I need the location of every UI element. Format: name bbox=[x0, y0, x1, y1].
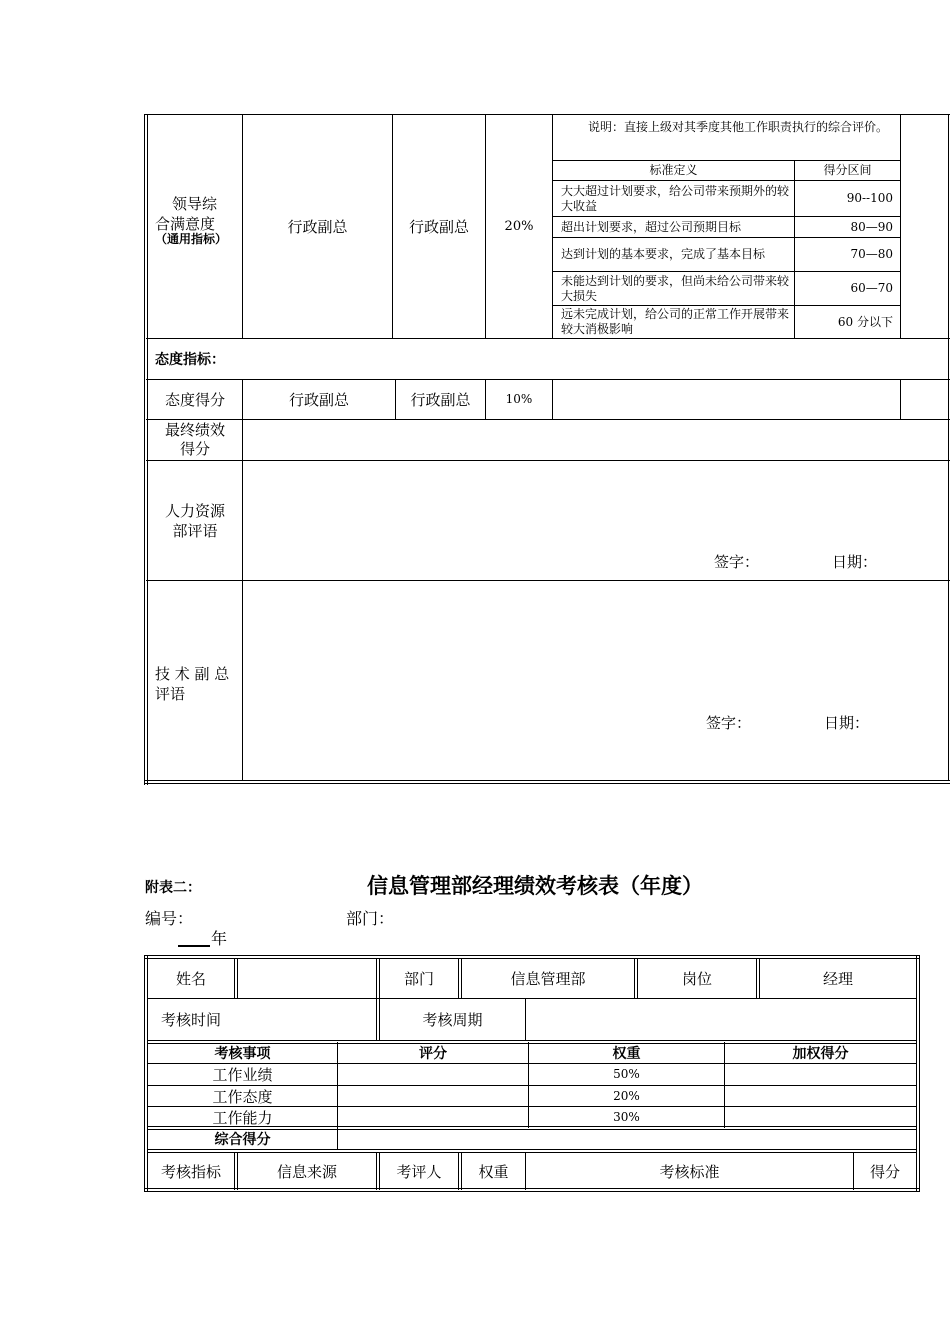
header-rater: 考评人 bbox=[396, 1162, 442, 1181]
criteria-text: 达到计划的基本要求，完成了基本目标 bbox=[561, 247, 766, 261]
summary-weight: 30% bbox=[613, 1109, 640, 1124]
row-divider bbox=[148, 998, 916, 999]
header-source: 信息来源 bbox=[276, 1162, 337, 1181]
tech-sign-label: 签字： bbox=[706, 714, 752, 732]
header-indicator: 考核指标 bbox=[160, 1162, 221, 1181]
department-label: 部门： bbox=[346, 909, 395, 928]
post-value: 经理 bbox=[822, 970, 853, 988]
summary-header-score: 评分 bbox=[419, 1046, 447, 1062]
attitude-source: 行政副总 bbox=[288, 391, 349, 409]
col-divider bbox=[552, 379, 553, 419]
col-divider bbox=[234, 958, 238, 998]
attitude-rater: 行政副总 bbox=[410, 391, 471, 409]
col-divider bbox=[948, 114, 949, 780]
attitude-section-title: 态度指标： bbox=[155, 352, 225, 368]
indicator-line1: 领导综 bbox=[172, 195, 218, 213]
summary-weight: 50% bbox=[613, 1067, 640, 1081]
row-divider bbox=[146, 419, 950, 420]
hr-comment-label: 人力资源部评语 bbox=[164, 501, 225, 540]
table-border-bottom bbox=[144, 780, 950, 784]
row-divider bbox=[146, 580, 950, 581]
header-weight: 权重 bbox=[478, 1162, 509, 1181]
header-score: 得分 bbox=[869, 1162, 900, 1181]
year-label: 年 bbox=[211, 929, 228, 948]
row-divider bbox=[146, 460, 950, 461]
dept-value: 信息管理部 bbox=[510, 970, 586, 988]
summary-header-weight: 权重 bbox=[612, 1046, 641, 1062]
criteria-text: 超出计划要求，超过公司预期目标 bbox=[561, 219, 742, 234]
score-header: 得分区间 bbox=[823, 163, 872, 177]
criteria-score: 80—90 bbox=[850, 219, 893, 234]
tech-date-label: 日期： bbox=[824, 714, 870, 732]
header-criteria: 考核标准 bbox=[659, 1162, 720, 1181]
attitude-label: 态度得分 bbox=[164, 391, 225, 409]
criteria-score: 70—80 bbox=[850, 247, 893, 261]
criteria-score: 60 分以下 bbox=[837, 314, 893, 329]
indicator-note: （通用指标） bbox=[155, 232, 228, 246]
col-divider bbox=[900, 114, 901, 338]
post-label: 岗位 bbox=[681, 970, 712, 988]
hr-sign-label: 签字： bbox=[714, 553, 760, 571]
dept-label: 部门 bbox=[403, 970, 434, 988]
time-label: 考核时间 bbox=[160, 1011, 221, 1029]
indicator-line2: 合满意度 bbox=[155, 215, 216, 233]
criteria-score: 60—70 bbox=[850, 281, 893, 295]
summary-header-item: 考核事项 bbox=[214, 1046, 271, 1062]
appendix-label: 附表二： bbox=[145, 880, 201, 896]
weight-cell: 20% bbox=[504, 219, 534, 234]
summary-weight: 20% bbox=[613, 1088, 640, 1103]
criteria-text: 远未完成计划，给公司的正常工作开展带来较大消极影响 bbox=[561, 307, 790, 336]
tech-comment-label: 技 术 副 总 评语 bbox=[155, 665, 230, 703]
number-label: 编号： bbox=[145, 909, 194, 928]
summary-item: 工作能力 bbox=[212, 1108, 273, 1127]
year-blank bbox=[178, 945, 210, 947]
rater-cell: 行政副总 bbox=[408, 218, 469, 236]
criteria-description: 说明：直接上级对其季度其他工作职责执行的综合评价。 bbox=[588, 120, 889, 134]
criteria-text: 大大超过计划要求，给公司带来预期外的较大收益 bbox=[561, 183, 790, 213]
criteria-text: 未能达到计划的要求，但尚未给公司带来较大损失 bbox=[561, 273, 790, 303]
col-divider bbox=[525, 998, 526, 1040]
summary-item: 工作态度 bbox=[212, 1087, 273, 1106]
table-border-left bbox=[144, 114, 148, 785]
hr-date-label: 日期： bbox=[832, 553, 878, 571]
summary-header-weighted: 加权得分 bbox=[792, 1046, 849, 1062]
total-score-label: 综合得分 bbox=[214, 1132, 271, 1148]
form-title: 信息管理部经理绩效考核表（年度） bbox=[367, 874, 703, 898]
cycle-label: 考核周期 bbox=[422, 1011, 483, 1029]
attitude-weight: 10% bbox=[505, 392, 533, 406]
table2-border-right bbox=[916, 955, 920, 1192]
final-score-label: 最终绩效得分 bbox=[164, 421, 225, 458]
criteria-header: 标准定义 bbox=[649, 163, 698, 177]
source-cell: 行政副总 bbox=[287, 218, 348, 236]
criteria-score: 90--100 bbox=[846, 191, 893, 205]
col-divider bbox=[242, 379, 243, 780]
summary-item: 工作业绩 bbox=[212, 1066, 273, 1084]
col-divider bbox=[900, 379, 901, 419]
name-label: 姓名 bbox=[175, 970, 206, 988]
